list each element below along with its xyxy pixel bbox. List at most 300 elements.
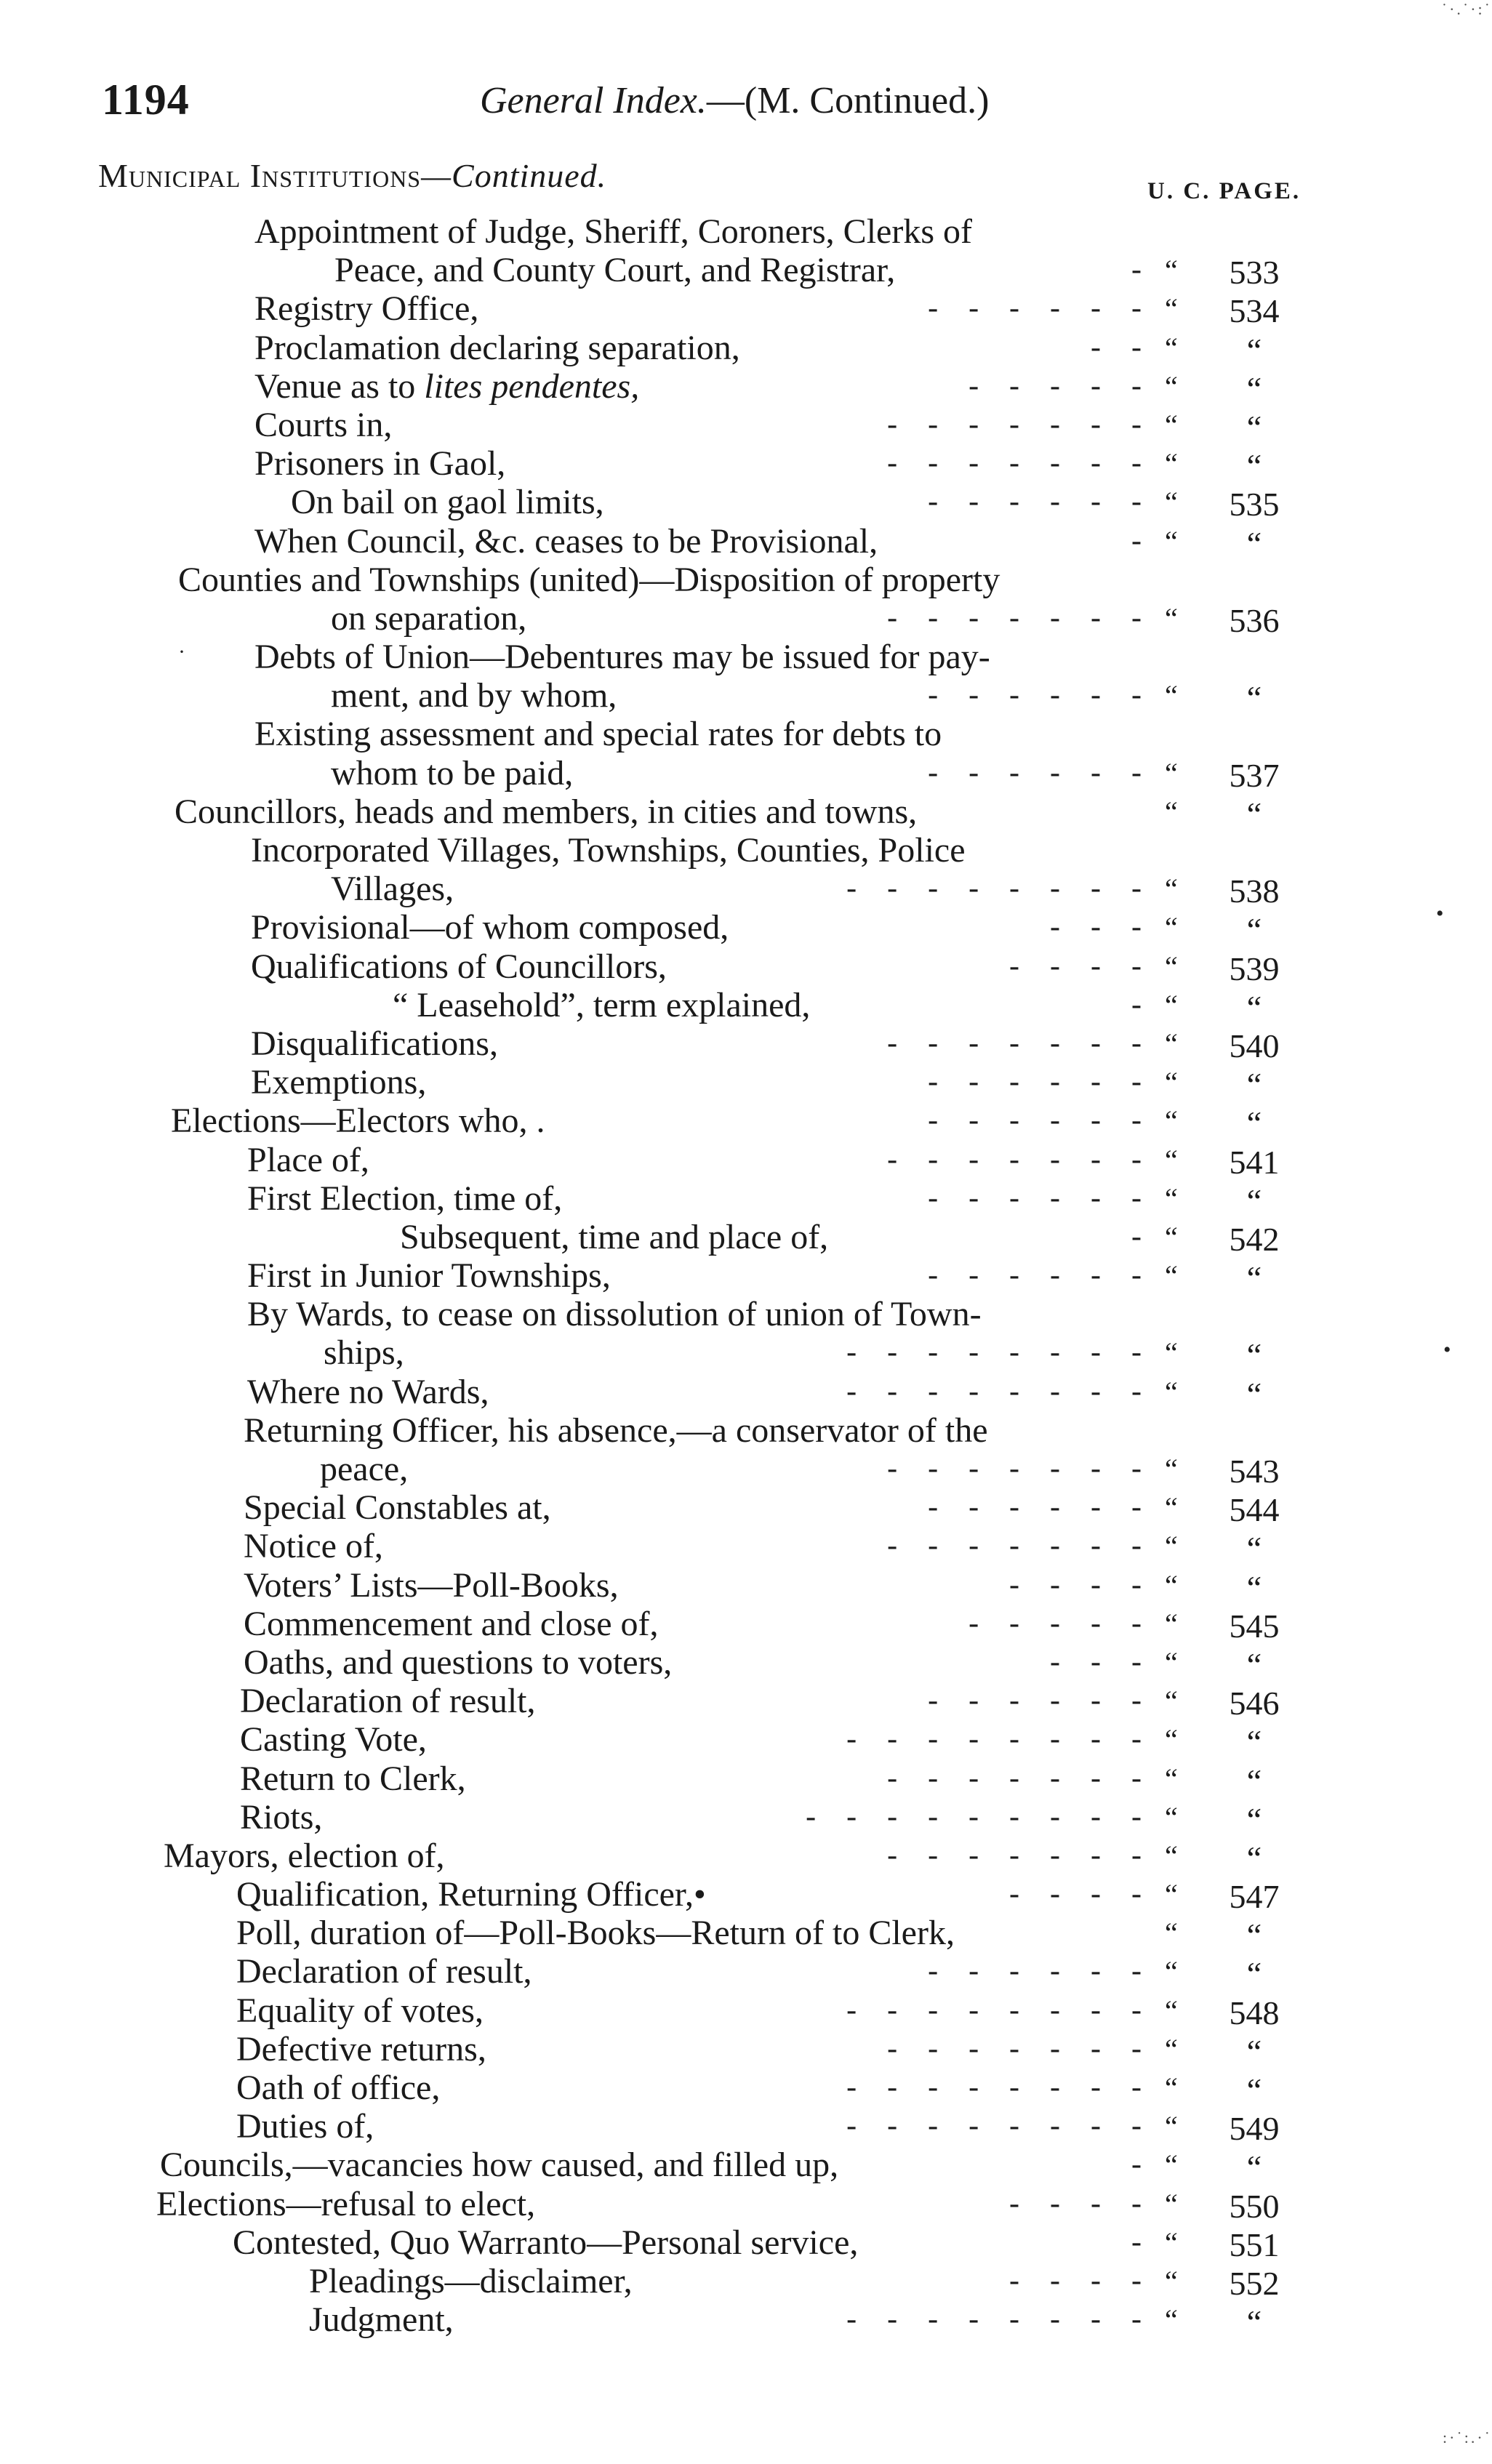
leader-dashes: - -	[1091, 330, 1142, 364]
entry-text	[175, 792, 917, 831]
page-reference: “	[1246, 1762, 1262, 1799]
index-entry	[0, 676, 1492, 715]
entry-text-main: Exemptions,	[251, 1063, 427, 1102]
leader-dashes: -	[1131, 987, 1142, 1022]
entry-text	[247, 1179, 562, 1218]
entry-text	[156, 2185, 535, 2223]
section-heading-row	[0, 156, 1492, 204]
leader-dashes: - - - - - - - - -	[806, 1799, 1142, 1834]
page-reference: “	[1246, 2071, 1262, 2108]
entry-text-main: ment, and by whom,	[331, 676, 617, 715]
leader-dashes: - - - -	[1009, 949, 1142, 983]
index-entry	[0, 831, 1492, 870]
page-reference: “	[1246, 1800, 1262, 1838]
leader-dashes: - - - -	[1009, 1568, 1142, 1602]
page-reference: “	[1246, 447, 1262, 485]
page-reference: 551	[1229, 2226, 1280, 2263]
entry-text-main: Duties of,	[236, 2107, 374, 2146]
ditto-mark: “	[1165, 1530, 1178, 1563]
ditto-mark: “	[1165, 1066, 1178, 1099]
entry-text	[247, 1256, 611, 1295]
ditto-mark: “	[1165, 1568, 1178, 1602]
ditto-mark: “	[1165, 2187, 1178, 2220]
entry-text-main: Elections—Electors who, .	[171, 1101, 545, 1141]
entry-text	[331, 870, 454, 908]
page-reference: 545	[1229, 1607, 1280, 1645]
scan-speckles-top: ˙·.˙·:˙	[1441, 0, 1492, 18]
entry-text-main: Councils,—vacancies how caused, and filled up,	[160, 2146, 839, 2185]
section-title	[98, 156, 606, 195]
entry-text-main: Riots,	[240, 1797, 323, 1837]
ditto-mark: “	[1165, 872, 1178, 906]
entry-text	[309, 2300, 454, 2339]
page-reference: 546	[1229, 1685, 1280, 1722]
leader-dashes: - - - - - -	[928, 678, 1142, 713]
index-entry	[0, 1218, 1492, 1256]
leader-dashes: - - - - - - -	[887, 1529, 1142, 1563]
entry-text	[233, 2223, 858, 2262]
page-reference: “	[1246, 911, 1262, 949]
entry-text	[393, 986, 810, 1024]
leader-dashes: - - - - - - -	[887, 601, 1142, 635]
entry-text	[400, 1218, 828, 1256]
page-reference: 539	[1229, 950, 1280, 987]
leader-dashes: - - - - - -	[928, 1490, 1142, 1525]
entry-text	[240, 1720, 427, 1759]
section-title-main: Municipal Institutions	[98, 157, 422, 194]
entry-text	[331, 676, 617, 715]
ditto-mark: “	[1165, 1453, 1178, 1485]
entry-text	[254, 406, 392, 444]
ditto-mark: “	[1165, 1762, 1178, 1795]
entry-text	[160, 2146, 838, 2184]
entry-text	[244, 1411, 988, 1450]
entry-text-main: Declaration of result,	[240, 1682, 536, 1721]
entry-text-main: Qualification, Returning Officer,•	[236, 1875, 706, 1914]
leader-dashes: - - -	[1050, 910, 1142, 944]
index-entry	[0, 1488, 1492, 1527]
leader-dashes: - - - - - - -	[887, 1452, 1142, 1485]
index-entry	[0, 2146, 1492, 2184]
entry-text	[254, 522, 878, 561]
entry-text-main: On bail on gaol limits,	[291, 483, 604, 522]
entry-text-main: whom to be paid,	[331, 753, 574, 792]
index-entry	[0, 1450, 1492, 1488]
ditto-mark: “	[1165, 1491, 1178, 1525]
ditto-mark: “	[1165, 1878, 1178, 1911]
running-title-rest: —(M. Continued.)	[706, 80, 990, 121]
entry-text	[334, 251, 895, 289]
ditto-mark: “	[1165, 2226, 1178, 2259]
entry-text-main: Judgment,	[309, 2300, 454, 2340]
entry-text-main: Commencement and close of,	[244, 1604, 659, 1643]
entry-text-main: Defective returns,	[236, 2029, 486, 2068]
index-entry	[0, 1101, 1492, 1140]
running-header	[0, 69, 1492, 135]
column-header: U. C. PAGE.	[1147, 178, 1302, 204]
entry-text	[244, 1527, 383, 1565]
ditto-mark: “	[1165, 1104, 1178, 1138]
ditto-mark: “	[1165, 369, 1178, 403]
ditto-mark: “	[1165, 1723, 1178, 1757]
entry-text-main: First in Junior Townships,	[247, 1256, 611, 1296]
entry-text	[247, 1141, 369, 1179]
leader-dashes: - - - - - - -	[887, 1838, 1142, 1872]
ditto-mark: “	[1165, 524, 1178, 558]
leader-dashes: - - - - - -	[928, 1181, 1142, 1215]
entry-text-main: Prisoners in Gaol,	[254, 444, 506, 483]
leader-dashes: -	[1131, 523, 1142, 558]
leader-dashes: - - - - - -	[928, 755, 1142, 790]
entry-text-main: Oath of office,	[236, 2068, 441, 2107]
ditto-mark: “	[1165, 1259, 1178, 1293]
entry-text-main: Return to Clerk,	[240, 1759, 466, 1798]
ditto-mark: “	[1165, 331, 1178, 364]
entry-text	[251, 908, 729, 947]
entry-text-main: Venue as to	[254, 366, 425, 406]
page-reference: “	[1246, 1104, 1262, 1142]
page-number: 1194	[102, 76, 190, 124]
page-reference: “	[1246, 1530, 1262, 1568]
leader-dashes: -	[1131, 253, 1142, 287]
entry-text	[240, 1759, 466, 1798]
entry-text	[254, 212, 972, 251]
index-entry	[0, 947, 1492, 986]
ditto-mark: “	[1165, 2071, 1178, 2104]
entry-text-main: ships,	[324, 1333, 404, 1373]
leader-dashes: - - - - - - - -	[846, 1993, 1142, 2027]
index-entry	[0, 1837, 1492, 1875]
entry-text	[236, 1952, 532, 1991]
index-entry	[0, 1875, 1492, 1914]
page-reference: 543	[1229, 1453, 1280, 1490]
leader-dashes: - - - - - - - -	[846, 2109, 1142, 2143]
index-entry	[0, 908, 1492, 947]
page-reference: “	[1246, 2032, 1262, 2070]
leader-dashes: - - - - - - -	[887, 407, 1142, 441]
index-entry	[0, 329, 1492, 367]
index-entry	[0, 986, 1492, 1024]
index-entry	[0, 754, 1492, 792]
leader-dashes: - - - -	[1009, 2263, 1142, 2298]
index-entry	[0, 715, 1492, 753]
entry-text-main: Proclamation declaring separation,	[254, 328, 740, 367]
index-entry	[0, 1024, 1492, 1063]
ditto-mark: “	[1165, 950, 1178, 983]
entry-text-main: Pleadings—disclaimer,	[309, 2261, 633, 2300]
leader-dashes: - - - - -	[968, 1606, 1142, 1640]
page-reference: “	[1246, 2148, 1262, 2186]
entry-text	[291, 483, 604, 521]
index-entry	[0, 1333, 1492, 1372]
page-reference: “	[1246, 1568, 1262, 1606]
index-entry	[0, 561, 1492, 599]
index-entry	[0, 1914, 1492, 1952]
entry-text-main: Voters’ Lists—Poll-Books,	[244, 1565, 619, 1605]
leader-dashes: - - - - - -	[928, 1684, 1142, 1718]
entry-text	[254, 715, 942, 753]
ditto-mark: “	[1165, 447, 1178, 481]
stray-mark: •	[1436, 902, 1444, 926]
page-reference: 547	[1229, 1878, 1280, 1916]
index-entry	[0, 289, 1492, 328]
section-title-continued: —Continued.	[421, 157, 607, 194]
leader-dashes: - - - - - -	[928, 1954, 1142, 1989]
entry-text-main: “ Leasehold”, term explained,	[393, 985, 811, 1024]
page-reference: “	[1246, 1955, 1262, 1993]
ditto-mark: “	[1165, 1839, 1178, 1872]
ditto-mark: “	[1165, 795, 1178, 828]
entry-text	[244, 1488, 551, 1527]
page-reference: “	[1246, 1839, 1262, 1877]
entry-text-main: Oaths, and questions to voters,	[244, 1642, 673, 1682]
page-reference: “	[1246, 1723, 1262, 1761]
entry-text-main: Incorporated Villages, Townships, Counties, Police	[251, 831, 966, 870]
entry-text-main: Existing assessment and special rates for debts to	[254, 715, 942, 754]
page-reference: 535	[1229, 486, 1280, 523]
ditto-mark: “	[1165, 292, 1178, 326]
page-reference: 540	[1229, 1027, 1280, 1064]
index-entry	[0, 2300, 1492, 2339]
page-reference: 536	[1229, 601, 1280, 639]
entry-text-main: Registry Office,	[254, 289, 479, 329]
ditto-mark: “	[1165, 1645, 1178, 1679]
ditto-mark: “	[1165, 408, 1178, 441]
entry-text-main: Debts of Union—Debentures may be issued for pay-	[254, 638, 990, 677]
page-reference: “	[1246, 679, 1262, 717]
index-entry	[0, 1295, 1492, 1333]
leader-dashes: - - - - - - -	[887, 2031, 1142, 2066]
index-entry	[0, 638, 1492, 676]
entry-text-main: Elections—refusal to elect,	[156, 2184, 536, 2223]
index-entry	[0, 1179, 1492, 1218]
page-reference: 534	[1229, 292, 1280, 330]
leader-dashes: - - - - - - - -	[846, 2071, 1142, 2104]
page-reference: “	[1246, 408, 1262, 446]
ditto-mark: “	[1165, 1917, 1178, 1950]
index-entry	[0, 483, 1492, 521]
index-entry	[0, 367, 1492, 406]
ditto-mark: “	[1165, 1955, 1178, 1989]
index-entry	[0, 1991, 1492, 2030]
index-entries	[0, 212, 1492, 2339]
entry-text	[309, 2262, 633, 2300]
entry-text	[240, 1682, 536, 1720]
page-reference: “	[1246, 795, 1262, 832]
entry-text	[244, 1566, 619, 1605]
entry-text	[251, 1063, 426, 1101]
stray-mark: ·	[178, 640, 185, 664]
index-entry	[0, 870, 1492, 908]
entry-text	[254, 638, 990, 676]
entry-text	[178, 561, 1000, 599]
index-entry	[0, 2068, 1492, 2107]
page-reference: “	[1246, 2303, 1262, 2341]
page-reference: 541	[1229, 1143, 1280, 1181]
entry-text-main: When Council, &c. ceases to be Provisional,	[254, 521, 878, 561]
entry-text	[254, 367, 639, 406]
leader-dashes: - - - - - -	[928, 485, 1142, 519]
entry-text-main: Courts in,	[254, 405, 393, 444]
leader-dashes: - - - -	[1009, 2186, 1142, 2220]
ditto-mark: “	[1165, 2264, 1178, 2298]
page-reference: 548	[1229, 1994, 1280, 2031]
entry-text	[251, 831, 966, 870]
ditto-mark: “	[1165, 2303, 1178, 2337]
index-entry	[0, 792, 1492, 831]
index-entry	[0, 1527, 1492, 1568]
ditto-mark: “	[1165, 1336, 1178, 1370]
entry-text	[320, 1450, 408, 1488]
ditto-mark: “	[1165, 1220, 1178, 1253]
entry-text-main: Special Constables at,	[244, 1488, 551, 1528]
leader-dashes: - - - - - - - -	[846, 872, 1142, 906]
page-reference: 538	[1229, 872, 1280, 910]
leader-dashes: - - -	[1050, 1645, 1142, 1679]
page-reference: “	[1246, 1066, 1262, 1104]
entry-text	[164, 1837, 445, 1875]
leader-dashes: - - - - - - - -	[846, 1336, 1142, 1370]
scan-speckles-bottom: :·˙:.·˙	[1442, 2428, 1492, 2447]
entry-text-main: Notice of,	[244, 1527, 383, 1566]
index-entry	[0, 1682, 1492, 1720]
page-reference: “	[1246, 524, 1262, 562]
ditto-mark: “	[1165, 1181, 1178, 1215]
leader-dashes: - - - - - -	[928, 1259, 1142, 1293]
entry-text	[244, 1643, 672, 1682]
index-entry	[0, 1759, 1492, 1798]
index-entry	[0, 599, 1492, 638]
ditto-mark: “	[1165, 486, 1178, 519]
leader-dashes: -	[1131, 2148, 1142, 2182]
entry-text	[247, 1295, 982, 1333]
entry-text-main: Place of,	[247, 1140, 369, 1179]
entry-text	[324, 1333, 404, 1372]
entry-text	[236, 2068, 440, 2107]
entry-text-main: Councillors, heads and members, in cities and towns,	[175, 792, 918, 831]
entry-text	[236, 2030, 486, 2068]
leader-dashes: - - - - - -	[928, 292, 1142, 326]
entry-text	[331, 599, 526, 638]
index-entry	[0, 2185, 1492, 2223]
leader-dashes: - - - - - - -	[887, 1026, 1142, 1060]
stray-mark: •	[1443, 1338, 1451, 1362]
entry-text	[331, 754, 573, 792]
page-reference: “	[1246, 369, 1262, 407]
ditto-mark: “	[1165, 2148, 1178, 2182]
entry-text-main: Returning Officer, his absence,—a conservator of the	[244, 1410, 988, 1450]
index-entry	[0, 212, 1492, 251]
page-reference: “	[1246, 1645, 1262, 1683]
entry-text-main: Equality of votes,	[236, 1991, 484, 2030]
page-reference: 537	[1229, 756, 1280, 794]
entry-text	[251, 1024, 498, 1063]
ditto-mark: “	[1165, 1800, 1178, 1834]
page-reference: “	[1246, 1917, 1262, 1954]
ditto-mark: “	[1165, 1375, 1178, 1408]
page-reference: “	[1246, 331, 1262, 369]
index-entry	[0, 1566, 1492, 1605]
entry-text-main: Declaration of result,	[236, 1952, 532, 1991]
leader-dashes: - - - - - -	[928, 1065, 1142, 1099]
entry-text	[236, 1914, 955, 1952]
index-entry	[0, 1063, 1492, 1104]
entry-text	[247, 1373, 489, 1411]
leader-dashes: -	[1131, 2225, 1142, 2259]
entry-text-italic: lites pendentes,	[424, 366, 640, 406]
ditto-mark: “	[1165, 1027, 1178, 1060]
index-entry	[0, 1256, 1492, 1295]
leader-dashes: - - - - - -	[928, 1104, 1142, 1138]
leader-dashes: - - - -	[1009, 1877, 1142, 1911]
entry-text-main: Provisional—of whom composed,	[251, 908, 729, 947]
page-reference: 542	[1229, 1220, 1280, 1258]
entry-text-main: Counties and Townships (united)—Disposition of property	[178, 560, 1000, 599]
running-title	[480, 79, 989, 122]
leader-dashes: - - - - - - - -	[846, 1374, 1142, 1408]
index-entry	[0, 1952, 1492, 1991]
ditto-mark: “	[1165, 601, 1178, 635]
entry-text-main: Contested, Quo Warranto—Personal service,	[233, 2223, 859, 2262]
ditto-mark: “	[1165, 756, 1178, 790]
entry-text-main: Casting Vote,	[240, 1720, 427, 1759]
ditto-mark: “	[1165, 911, 1178, 944]
ditto-mark: “	[1165, 1685, 1178, 1718]
leader-dashes: - - - - - - - -	[846, 2303, 1142, 2337]
index-entry	[0, 1643, 1492, 1682]
entry-text	[251, 947, 667, 986]
ditto-mark: “	[1165, 679, 1178, 713]
entry-text-main: Peace, and County Court, and Registrar,	[334, 251, 896, 290]
index-entry	[0, 1605, 1492, 1643]
index-entry	[0, 406, 1492, 444]
entry-text	[236, 1991, 484, 2030]
index-entry	[0, 1373, 1492, 1411]
entry-text-main: Qualifications of Councillors,	[251, 947, 667, 986]
page-reference: 533	[1229, 254, 1280, 292]
index-entry	[0, 1141, 1492, 1179]
entry-text-main: peace,	[320, 1450, 409, 1488]
leader-dashes: - - - - - - -	[887, 1142, 1142, 1176]
page-reference: “	[1246, 1259, 1262, 1297]
page-reference: “	[1246, 988, 1262, 1026]
entry-text-main: First Election, time of,	[247, 1179, 563, 1218]
entry-text	[254, 289, 478, 328]
ditto-mark: “	[1165, 2032, 1178, 2066]
entry-text-main: By Wards, to cease on dissolution of union of Town-	[247, 1295, 982, 1334]
page-reference: 550	[1229, 2187, 1280, 2225]
index-entry	[0, 522, 1492, 561]
entry-text-main: Villages,	[331, 870, 454, 909]
index-entry	[0, 2107, 1492, 2146]
index-entry	[0, 444, 1492, 483]
leader-dashes: - - - - -	[968, 369, 1142, 403]
page-reference: 544	[1229, 1491, 1280, 1529]
index-entry	[0, 2030, 1492, 2068]
leader-dashes: - - - - - - -	[887, 1761, 1142, 1795]
entry-text	[244, 1605, 659, 1643]
entry-text-main: Where no Wards,	[247, 1372, 489, 1411]
ditto-mark: “	[1165, 988, 1178, 1022]
running-title-italic: General Index.	[480, 80, 707, 121]
page-reference: 549	[1229, 2110, 1280, 2148]
page-reference: 552	[1229, 2264, 1280, 2302]
leader-dashes: -	[1131, 1219, 1142, 1253]
leader-dashes: - - - - - - - -	[846, 1722, 1142, 1757]
index-entry	[0, 1720, 1492, 1759]
ditto-mark: “	[1165, 1607, 1178, 1640]
page-reference: “	[1246, 1336, 1262, 1374]
